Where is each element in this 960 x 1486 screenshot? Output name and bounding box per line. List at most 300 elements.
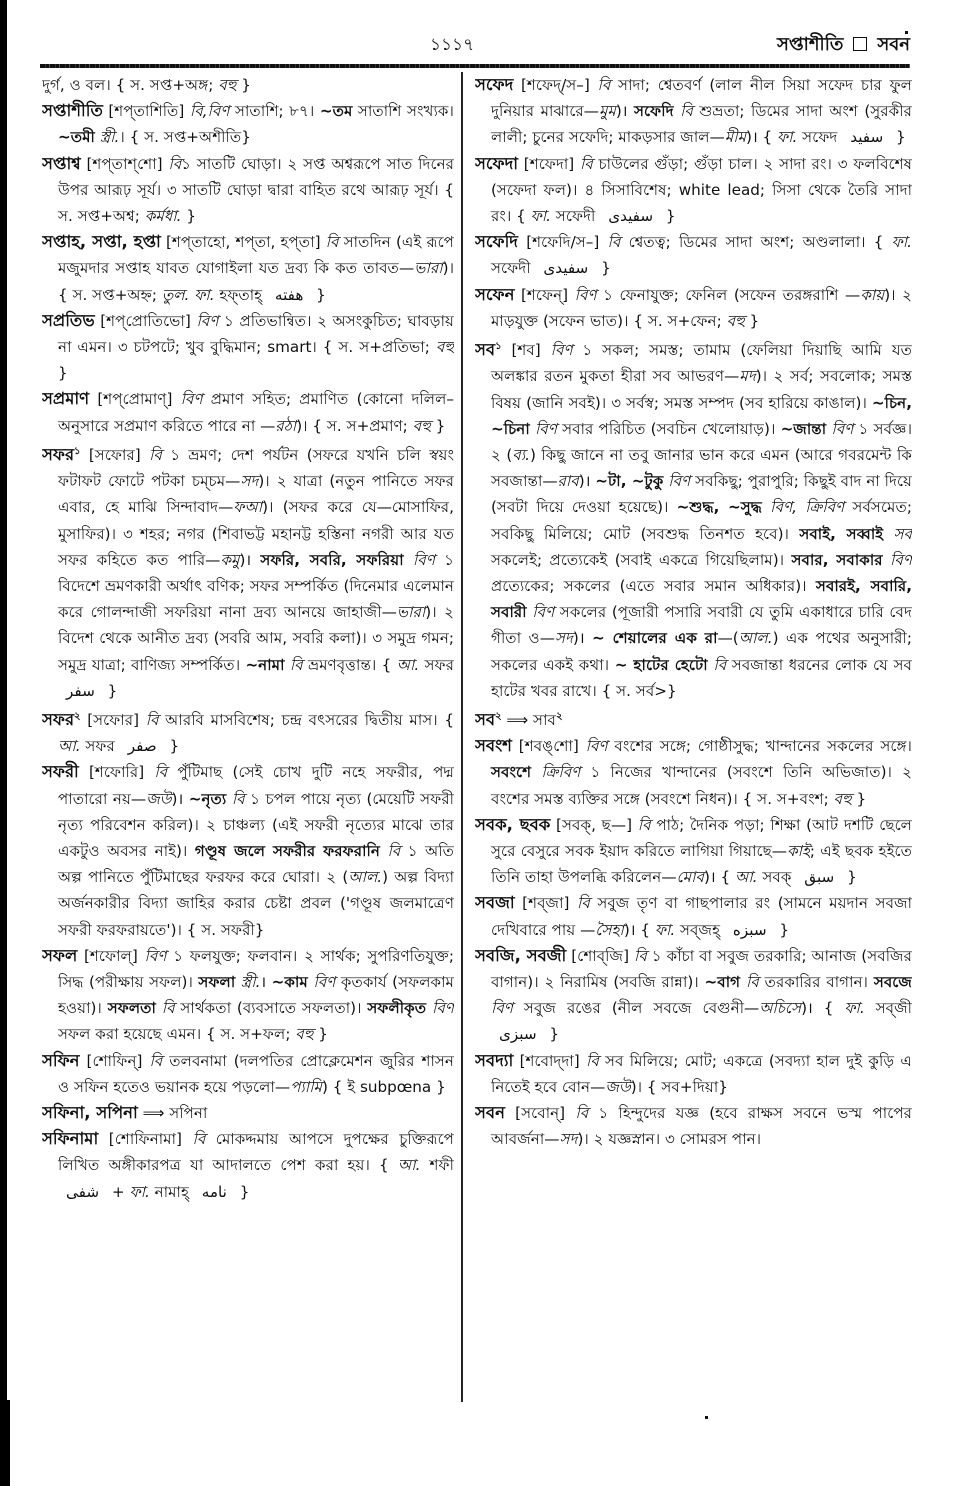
entry-text: ১ সর্বজ্ঞ। ২ ( [491, 419, 912, 464]
headword: সফর [42, 710, 75, 729]
entry-text: [শপ্‌প্রোমাণ্‌] [89, 390, 181, 409]
entry-text: [সবোন্‌] [504, 1104, 576, 1123]
entry-text: সাতাশি সংখ্যক। [352, 102, 454, 121]
headword: সপ্রতিভ [42, 310, 95, 330]
grammar-label: বি [231, 789, 245, 808]
grammar-label: ফআ [233, 498, 263, 517]
entry-text: ১ সকল; সমস্ত; তামাম (ফেলিয়া দিয়াছি আমি যত অলঙ্কার রতন মুকতা হীরা সব আভরণ— [491, 341, 912, 386]
grammar-label: বহু [295, 1025, 314, 1044]
entry-text: সফেদ [797, 128, 843, 147]
entry-text: ১ প্রতিভান্বিত। ২ অসংকুচিত; ঘাবড়ায় না এমন। ৩ চটপটে; খুব বুদ্ধিমান; smart। { স. স+প্রতিভা; [58, 311, 454, 357]
entry-text: } [544, 1025, 560, 1044]
grammar-label: বি [680, 102, 693, 121]
grammar-label: বি [637, 815, 651, 834]
entry-text: সফর [419, 655, 454, 674]
dictionary-entry [475, 733, 912, 812]
entry-text: —( [717, 629, 739, 648]
entry-text: )। (সফর করে যে—মোসাফির, মুসাফির)। ৩ শহর; নগর (শিবাভট্ট মহানট্ট হস্তিনা নগরী আর যত সফর কহিতে কত পারি— [58, 498, 454, 569]
entry-text: ; এই ছবক হইতে তিনি তাহা উপলব্ধি করিলেন— [491, 842, 912, 887]
entry-text: ) { ই subpœna } [321, 1077, 446, 1096]
entry-text: )। [572, 629, 593, 648]
etymon-script: سفیدی [608, 207, 654, 226]
grammar-label: সৈহা [595, 920, 624, 939]
entry-text: তরকারির বাগান। [758, 973, 874, 992]
etymon-script: هفته [274, 285, 304, 304]
etymon-script: سفیدی [543, 259, 589, 278]
entry-text: )। [615, 102, 635, 121]
entry-text: [শপ্‌তাশিতি] [102, 102, 190, 121]
grammar-label: বি [154, 763, 168, 782]
dictionary-entry [42, 1048, 454, 1100]
dictionary-entry [475, 704, 912, 733]
dictionary-entry [475, 334, 912, 704]
entry-text: প্রমাণ সহিত; প্রমাণিত (কোনো দলিল–অনুসারে সপ্রমাণ করিতে পারে না — [58, 390, 454, 435]
entry-text: } [430, 416, 446, 435]
entry-text: } [164, 737, 180, 756]
entry-text: } [744, 311, 760, 330]
subentry-headword: ~ হাটের হেটো [614, 655, 708, 674]
entry-text: সকলেই; প্রত্যেকেই (সবাই একত্রে গিয়েছিলাম)। [491, 550, 792, 569]
grammar-label: রাব [557, 472, 579, 491]
entry-text: সাতদিন (এই রূপে মজুমদার সপ্তাহ যাবত যোগাইলা যত দ্রব্য কি কত তাবত— [58, 233, 454, 278]
grammar-label: মুম [598, 102, 616, 121]
entry-text: [শপ্‌প্রোতিভো] [94, 311, 197, 330]
dictionary-entry [42, 72, 454, 98]
entry-text: বংশের সঙ্গে; গোষ্ঠীসুদ্ধ; খান্দানের সকলের সঙ্গে। [607, 737, 912, 756]
etymon-script: نامه [201, 1182, 227, 1201]
grammar-label: বি [576, 894, 590, 913]
grammar-label: সদ [554, 629, 573, 648]
scan-speck [905, 31, 908, 34]
dictionary-entry [475, 812, 912, 891]
headword: সফল [42, 945, 78, 965]
headword: সপ্তাশ্ব [42, 153, 81, 173]
entry-text: সব মিলিয়ে; মোট; একত্রে (সবদ্যা হাল দুই কুড়ি এ নিতেই হবে বোন— [491, 1051, 912, 1096]
grammar-label: সদ [240, 472, 259, 491]
subentry-headword: সবংশে [491, 763, 532, 782]
subentry-headword: সবার, সবাকার [791, 550, 883, 569]
entry-text: )। { [746, 128, 778, 147]
grammar-label: বি [575, 1104, 589, 1123]
grammar-label: বি [145, 711, 159, 729]
headword: সব [475, 710, 496, 729]
subentry-headword: ~নামা [245, 655, 285, 674]
subentry-headword: সবাই, সব্বাই [799, 524, 884, 543]
subentry-headword: সফেদি [634, 102, 674, 121]
grammar-label: বিণ [532, 603, 555, 622]
headword: সবক, ছবক [475, 814, 551, 834]
entry-text: } [851, 789, 867, 808]
dictionary-entry [475, 943, 912, 1048]
entry-text: শ্বেতত্ব; ডিমের সাদা অংশ; অণ্ডলালা। { [620, 233, 892, 252]
subentry-headword: সফলীকৃত [367, 999, 427, 1018]
entry-text: )। { স. সপ্ত+অহ্ন; [58, 259, 454, 304]
grammar-label: ফা. [654, 920, 676, 939]
entry-text [883, 525, 893, 543]
entry-text: সকলের (পূজারী পসারি সবারী যে তুমি একাধারে চারি বেদ গীতা ও— [491, 603, 912, 648]
headword: সফেদ [475, 75, 514, 94]
grammar-label: অচিসে [759, 999, 802, 1018]
entry-text: [শফেদ্‌/স–] [513, 76, 598, 94]
entry-text [404, 551, 413, 569]
etymon-script: سفر [66, 681, 95, 700]
subentry-headword: সফরি, সবরি, সফরিয়া [260, 550, 404, 569]
grammar-label: মদ [739, 367, 756, 386]
entry-text: )। [578, 472, 596, 491]
etymon-script: سبزی [499, 1025, 537, 1044]
dictionary-entry [42, 98, 454, 150]
header-rule [40, 64, 910, 68]
headword: সব [475, 340, 496, 360]
entry-text: সার্থকতা (ব্যবসাতে সফলতা)। [174, 999, 368, 1018]
grammar-label: বহু [412, 416, 431, 435]
scan-edge [0, 0, 7, 1486]
grammar-label: আ. [734, 868, 758, 887]
entry-text: শফী [420, 1156, 454, 1175]
entry-text: )। { [623, 920, 655, 939]
scan-edge-shadow [0, 1400, 10, 1486]
grammar-label: বি [597, 76, 611, 94]
grammar-label: বহু [726, 311, 745, 330]
grammar-label: স্ত্রী. [94, 128, 120, 147]
subentry-headword: ~টা, ~টুকু [595, 472, 664, 491]
entry-text: দুর্গ, ও বল। { স. সপ্ত+অঙ্গ; [42, 76, 219, 94]
grammar-label: আ. [397, 1156, 421, 1175]
entry-text: ১ ফেনাযুক্ত; ফেনিল (সফেন তরঙ্গরাশি — [596, 285, 861, 304]
subentry-headword: গণ্ডূষ জলে সফরীর ফরফরানি [194, 842, 380, 861]
grammar-label: বি [607, 233, 621, 252]
etymon-script: صفر [127, 737, 157, 756]
entry-text: সফর [80, 737, 120, 756]
entry-text: )। { [703, 868, 735, 887]
subentry-headword: ~চিন, ~চিনা [491, 393, 912, 438]
entry-text: তলবনামা (দলপতির প্রোক্লেমেশন জুরির শাসন ও সফিন হতেও ভয়ানক হয়ে পড়লো— [58, 1051, 454, 1096]
entry-text: [শফেদি/স–] [517, 233, 608, 252]
entry-text: [শফোল্‌] [77, 946, 145, 965]
entry-text: ) এক পথের অনুসারী; সকলের একই কথা। [491, 629, 912, 674]
entry-text: [শোফিনামা] [98, 1130, 193, 1149]
entry-text: পাঠ; দৈনিক পড়া; শিক্ষা (আট দশটি ছেলে সুরে বেসুরে সবক ইয়াদ করিতে লাগিয়া গিয়াছে— [491, 815, 912, 861]
entry-text: সব্‌জহ্‌ [675, 920, 725, 939]
entry-text: [শোফিন্‌] [79, 1051, 150, 1070]
dictionary-entry [475, 890, 912, 942]
entry-text: ১ ফলযুক্ত; ফলবান। ২ সার্থক; সুপরিণতিযুক্ত; সিদ্ধ (পরীক্ষায় সফল)। [58, 946, 454, 992]
dictionary-entry [42, 759, 454, 942]
entry-text: } [891, 128, 906, 147]
subentry-headword: ~তম [319, 102, 353, 121]
entry-text: } [313, 1025, 328, 1044]
grammar-label: বি [633, 946, 647, 965]
entry-text: ⟹ সাব [501, 711, 556, 729]
grammar-label: জউ [605, 1077, 631, 1096]
dictionary-entry [42, 1100, 454, 1126]
homonym-number: ২ [74, 710, 81, 722]
grammar-label: ফা. [530, 207, 551, 226]
entry-text: ) অল্প বিদ্যা অর্জনকারীর বিদ্যা জাহির করার চেষ্টা প্রবল ('গণ্ডূষ জলমাত্রেণ সফরী ফরফরায়তে')। { স. সফরী} [58, 868, 454, 939]
entry-text: শুভ্রতা; ডিমের সাদা অংশ (সুরকীর লালী; চুনের সফেদি; মাকড়সার জাল— [491, 102, 912, 147]
headword: সফরী [42, 762, 79, 782]
grammar-label: ফা. [777, 128, 798, 147]
entry-text: সবুজ তৃণ বা গাছপালার রং (সামনে ময়দান সবজা দেখিবারে পায় — [491, 894, 912, 939]
left-column [42, 72, 454, 1402]
grammar-label: সদ [559, 1130, 578, 1149]
dictionary-entry [475, 1100, 912, 1152]
grammar-label: আল. [348, 868, 383, 887]
entry-text: মোকদ্দমায় আপসে দুপক্ষের চুক্তিরূপে লিখিত অঙ্গীকারপত্র যা আদালতে পেশ করা হয়। { [58, 1130, 454, 1175]
grammar-label: বিণ [313, 973, 336, 992]
page-header [30, 30, 910, 60]
entry-text: } [236, 76, 251, 94]
grammar-label: ফা. [129, 1182, 150, 1201]
entry-text: [শফেদা] [518, 154, 580, 173]
subentry-headword: সফলতা [107, 999, 156, 1018]
dictionary-entry [42, 439, 454, 704]
entry-text: সর্বসমেত; সবকিছু মিলিয়ে; মোট (সবশুদ্ধ তিনশত হবে)। [491, 498, 912, 543]
entry-text: } [842, 868, 857, 887]
right-column [475, 72, 912, 1402]
subentry-headword: ~শুদ্ধ, ~সুদ্ধ [676, 498, 762, 517]
grammar-label: স্ত্রী. [240, 973, 261, 992]
grammar-label: বিণ [890, 550, 912, 569]
grammar-label: কাই [786, 842, 810, 861]
entry-text: [সফোর] [80, 445, 150, 464]
subentry-headword: সবজে [873, 973, 912, 992]
entry-text: ১ অতি অল্প পানিতে পুঁটিমাছের ফরফর করে ঘোরা। ২ ( [58, 842, 454, 887]
entry-text: [শবঙ্‌শো] [511, 737, 586, 756]
column-divider [461, 72, 463, 1402]
grammar-label: কর্মধা. [144, 207, 182, 226]
entry-text: )। { [801, 999, 845, 1018]
entry-text: কৃতকার্য (সফলকাম হওয়া)। [58, 973, 454, 1018]
entry-text: সফেদী [491, 259, 536, 278]
entry-text: ১ চপল পায়ে নৃত্য (মেয়েটি সফরী নৃত্য পরিবেশন করিল)। ২ চাঞ্চল্য (এই সফরী নৃত্যের মাঝে তার একটুও অবসর নাই)। [58, 789, 454, 861]
grammar-label: কমু [220, 550, 240, 569]
entry-text: [সফোর] [80, 711, 146, 729]
headword: সপ্তাশীতি [42, 101, 103, 121]
headword: সফেন [475, 284, 515, 304]
grammar-label: বি [745, 973, 759, 992]
entry-text: সবকিছু; পুরাপুরি; কিছুই বাদ না দিয়ে (সবটা দিয়ে দেওয়া হয়েছে)। [491, 472, 912, 517]
homonym-number: ২ [495, 710, 502, 722]
entry-text: )। { স. স+প্রমাণ; [296, 416, 413, 435]
grammar-label: জউ [146, 789, 172, 808]
grammar-label: আল. [738, 629, 773, 648]
subentry-headword: সবারই, সবারি, সবারী [491, 576, 912, 622]
grammar-label: বি [585, 1051, 599, 1070]
etymon-script: سفید [850, 128, 884, 147]
entry-text: সবক্‌ [757, 868, 797, 887]
grammar-label: ব্য. [512, 445, 530, 464]
subentry-headword: ~বাগ [704, 973, 741, 992]
dictionary-entry [42, 229, 454, 308]
grammar-label: বিণ [196, 311, 219, 330]
entry-text: [শপ্‌তাহো, শপ্‌তা, হপ্‌তা] [160, 233, 326, 252]
entry-text: } [774, 920, 790, 939]
entry-text: ১ হিন্দুদের যজ্ঞ (হবে রাক্ষস সবনে ভস্ম পাপের আবর্জনা— [491, 1104, 912, 1149]
grammar-label: ফা. [891, 233, 912, 252]
grammar-label: বিণ [574, 285, 597, 304]
grammar-label: বি,বিণ [189, 102, 230, 121]
entry-text: ভ্রমণবৃত্তান্ত। { [302, 655, 397, 674]
grammar-label: বিণ [534, 419, 557, 438]
entry-text: ) কিছু জানে না তবু জানার ভান করে এমন (আরে গবরমেন্ট কি সবজান্তা— [491, 445, 912, 491]
etymon-script: شفی [66, 1182, 100, 1201]
grammar-label: বি [325, 233, 339, 252]
entry-text [531, 763, 541, 781]
dictionary-entry [475, 282, 912, 334]
page-number: ১১১৭ [430, 35, 475, 55]
grammar-label: ভারা [414, 259, 443, 278]
etymon-script: سبزه [732, 920, 767, 939]
headword: সবজি, সবজী [475, 945, 567, 965]
subentry-headword: ~তমী [58, 128, 95, 147]
etymon-script: سبق [804, 868, 835, 887]
dictionary-entry [475, 229, 912, 281]
entry-text: চাউলের গুঁড়া; গুঁড়া চাল। ২ সাদা রং। ৩ ফলবিশেষ (সফেদা ফল)। ৪ সিসাবিশেষ; white lead; সিসা থেকে তৈরি সাদা রং। { [491, 154, 912, 226]
grammar-label: বিণ [668, 472, 691, 491]
grammar-label: বি [289, 655, 303, 674]
entry-text: )। [239, 550, 261, 569]
subentry-headword: ~নৃত্য [188, 789, 227, 808]
grammar-label: তুল. [161, 285, 190, 304]
grammar-label: ফা. [194, 285, 215, 304]
grammar-label: বি [168, 154, 182, 173]
entry-text: } [234, 1182, 250, 1201]
grammar-label: বিণ [144, 946, 167, 965]
subentry-headword: ~ শেয়ালের এক রা [592, 629, 718, 648]
entry-text: সব্‌জী [864, 999, 912, 1018]
entry-text: } [181, 207, 197, 226]
dictionary-entry [42, 1126, 454, 1205]
entry-text: )। ২ যাত্রা (নতুন পানিতে সফর এবার, হে মাঝি সিন্দাবাদ— [58, 472, 454, 517]
grammar-label: বি [387, 842, 401, 861]
grammar-label: বহু [833, 789, 852, 808]
grammar-label: বহু [435, 338, 454, 357]
entry-text: ১ সাতটি ঘোড়া। ২ সপ্ত অশ্বরূপে সাত দিনের উপর আরূঢ় সূর্য। ৩ সাতটি ঘোড়া দ্বারা বাহিত রথে আরূঢ় সূর্য। { স. সপ্ত+অশ্ব; [58, 154, 454, 226]
entry-text: )। ২ বিদেশ থেকে আনীত দ্রব্য (সবরি আম, সবরি কলা)। ৩ সমুদ্র গমন; সমুদ্র যাত্রা; বাণিজ্য সম্পর্কিত। [58, 603, 454, 674]
entry-text: [শফেন্‌] [514, 285, 575, 304]
entry-text: সাদা; শ্বেতবর্ণ (লাল নীল সিয়া সফেদ চার ফুল দুনিয়ার মাঝারে— [491, 76, 912, 121]
entry-text: [শোব্‌জি] [566, 946, 634, 965]
entry-text: [শফোরি] [78, 763, 155, 782]
grammar-label: মীম [724, 128, 747, 147]
grammar-label: বিণ [831, 419, 854, 438]
grammar-label: বি [149, 445, 162, 464]
entry-text: পুঁটিমাছ (সেই চোখ দুটি নহে সফরীর, পদ্ম পাতারো নয়— [58, 763, 454, 808]
homonym-number: ২ [555, 710, 563, 722]
entry-text: হফ্‌তাহ্‌ [214, 285, 267, 304]
entry-text [883, 551, 890, 569]
grammar-label: প্যামি [290, 1077, 322, 1096]
entry-text: )। ২ যজ্ঞস্নান। ৩ সোমরস পান। [577, 1130, 762, 1149]
entry-text: ⟹ সপিনা [137, 1104, 208, 1123]
grammar-label: ক্রিবিণ [541, 763, 581, 782]
grammar-label: বি [149, 1051, 163, 1070]
grammar-label: বিণ [550, 341, 573, 360]
dictionary-entry [475, 1048, 912, 1100]
subentry-headword: সফলা [198, 973, 236, 992]
entry-text: সবজান্তা ধরনের লোক যে সব হাটের খবর রাখে। { স. সর্ব>} [491, 655, 912, 700]
grammar-label: আ. [58, 737, 81, 756]
entry-text: } [661, 207, 676, 226]
subentry-headword: ~কাম [271, 973, 308, 992]
entry-text: প্রত্যেকের; সকলের (এতে সবার সমান অধিকার)। [491, 576, 816, 595]
dictionary-entry [42, 308, 454, 387]
scan-speck [705, 1416, 708, 1419]
entry-text: + [107, 1182, 130, 1201]
grammar-label: ভারা [396, 603, 426, 622]
subentry-headword: ~জান্তা [780, 419, 827, 438]
guide-word-first: সপ্তাশীতি [776, 34, 844, 55]
dictionary-entry [42, 943, 454, 1048]
grammar-label: ফা. [844, 999, 865, 1018]
headword: সফিনামা [42, 1129, 99, 1149]
grammar-label: সর্ব [893, 524, 912, 543]
entry-text: সফল করা হয়েছে এমন। { স. স+ফল; [58, 1025, 296, 1044]
dictionary-entry [42, 704, 454, 759]
homonym-number: ১ [74, 445, 81, 457]
grammar-label: বিণ [432, 999, 454, 1018]
entry-text: [সবক্‌, ছ—] [550, 815, 638, 834]
headword: সফেদি [475, 232, 518, 252]
grammar-label: বি [579, 154, 593, 173]
headword: সফিন [42, 1050, 80, 1070]
entry-text: [শব্‌জা] [514, 894, 577, 913]
headword: সবন [475, 1103, 505, 1123]
entry-text: )। ২ সর্ব; সবলোক; সমস্ত বিষয় (জানি সবই)। ৩ সর্বস্ব; সমস্ত সম্পদ (সব হারিয়ে কাঙাল)। [491, 367, 912, 412]
entry-text [762, 498, 770, 516]
grammar-label: বি [192, 1130, 206, 1149]
dictionary-entry [42, 151, 454, 230]
headword: সপ্তাহ, সপ্তা, হপ্তা [42, 232, 161, 252]
guide-word-last: সবন [877, 34, 910, 55]
grammar-label: বিণ [491, 999, 513, 1018]
entry-text: [শব] [501, 341, 551, 360]
entry-text: )। [171, 789, 189, 808]
grammar-label: মোব [676, 868, 704, 887]
entry-text: } [596, 259, 611, 278]
dictionary-entry [475, 72, 912, 151]
grammar-label: বি [713, 655, 727, 674]
grammar-label: বি [161, 999, 175, 1018]
headword: সফর [42, 444, 75, 464]
headword: সবজা [475, 893, 515, 913]
grammar-label: আ. [396, 655, 420, 674]
entry-text: )। ২ মাড়যুক্ত (সফেন ভাত)। { স. স+ফেন; [491, 285, 912, 330]
grammar-label: বহু [218, 76, 237, 94]
entry-text: [শপ্‌তাশ্‌শো] [80, 154, 169, 173]
entry-text: সবুজ রঙের (নীল সবজে বেগুনী— [512, 999, 760, 1018]
dictionary-entry [42, 386, 454, 438]
entry-text: ১ নিজের খান্দানের (সবংশে তিনি অভিজাত)। ২ বংশের সমস্ত ব্যক্তির সঙ্গে (সবংশে নিধন)। { স. স+বংশ; [491, 763, 912, 808]
homonym-number: ১ [495, 341, 502, 353]
dictionary-entry [475, 151, 912, 230]
entry-text: সফেদী [550, 207, 601, 226]
headword: সবদ্যা [475, 1050, 514, 1070]
entry-text: ১ ভ্রমণ; দেশ পর্যটন (সফরে যখনি চলি স্বয়ং ফটাফট ফোটে পটকা চম্‌চম— [58, 445, 454, 491]
entry-text: )। { সব+দিয়া} [630, 1077, 728, 1096]
entry-text: সাতাশি; ৮৭। [229, 102, 320, 121]
grammar-label: কায় [860, 285, 885, 304]
headword: সফিনা, সপিনা [42, 1103, 138, 1123]
grammar-label: বিণ [412, 550, 435, 569]
guide-separator-box-icon [853, 37, 867, 51]
entry-text: [শবোদ্‌দা] [513, 1051, 586, 1070]
entry-text: । [260, 973, 272, 992]
entry-text: ১ কাঁচা বা সবুজ তরকারি; আনাজ (সবজির বাগান)। ২ নিরামিষ (সবজি রান্না)। [491, 946, 912, 992]
headword: সপ্রমাণ [42, 389, 90, 409]
grammar-label: বিণ [585, 737, 608, 756]
